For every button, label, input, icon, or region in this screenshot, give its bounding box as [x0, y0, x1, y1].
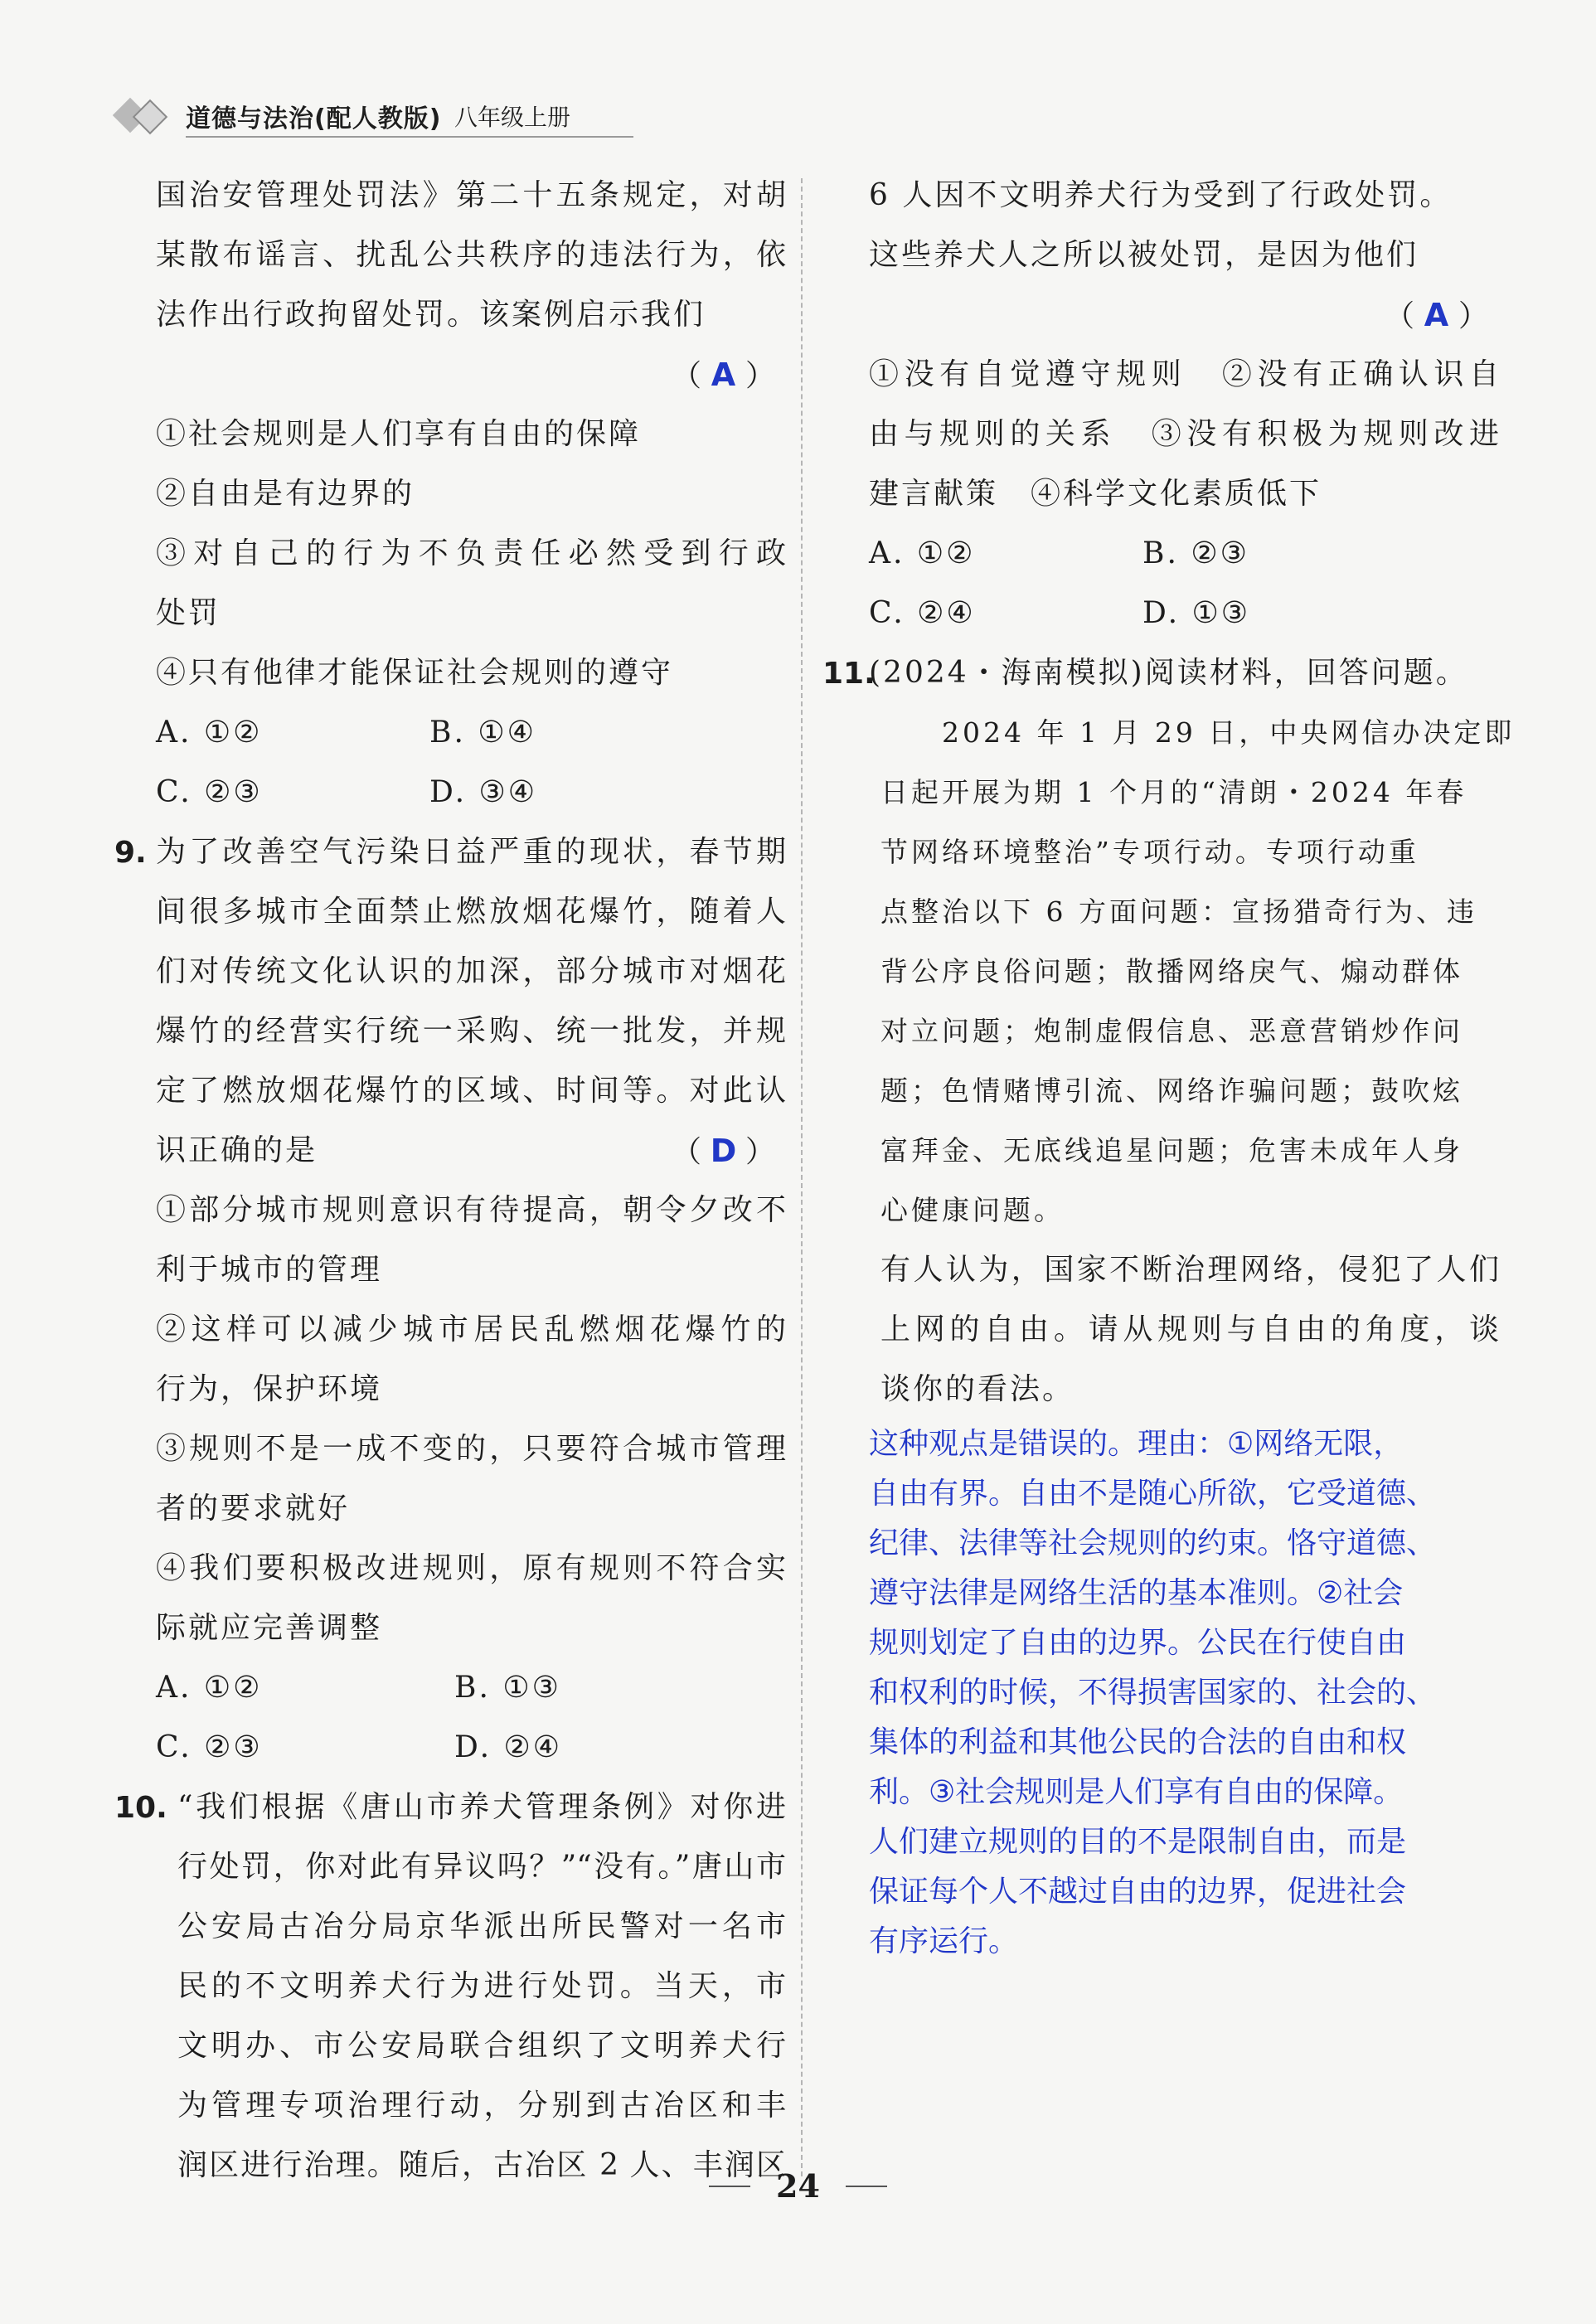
- footer-rule-right: [846, 2186, 887, 2187]
- q9-number: 9.: [114, 836, 147, 870]
- q9-statement: 者的要求就好: [156, 1492, 351, 1526]
- question-11: [822, 643, 1516, 1967]
- q11-answer-line: 人们建立规则的目的不是限制自由，而是: [869, 1825, 1407, 1859]
- q11-answer-line: 集体的利益和其他公民的合法的自由和权: [869, 1725, 1407, 1759]
- q11-material-line: 题；色情赌博引流、网络诈骗问题；鼓吹炫: [880, 1075, 1463, 1107]
- q8-option-a: A. ①②: [156, 716, 263, 750]
- q9-statement: ②这样可以减少城市居民乱燃烟花爆竹的: [156, 1312, 786, 1346]
- q9-stem-line-last: [156, 1121, 786, 1181]
- q10-stem-line: 行处罚，你对此有异议吗？”“没有。”唐山市: [177, 1850, 786, 1884]
- left-column: [114, 166, 786, 2195]
- q10-stem-line: 为管理专项治理行动，分别到古冶区和丰: [177, 2089, 786, 2123]
- q8-answer: A: [711, 357, 739, 393]
- q10-stem-line: 6 人因不文明养犬行为受到了行政处罚。: [869, 178, 1453, 212]
- q11-material-line: 节网络环境整治”专项行动。专项行动重: [880, 836, 1419, 868]
- q8-options-row: [156, 763, 786, 822]
- q8-stem-line: 某散布谣言、扰乱公共秩序的违法行为，依: [156, 238, 786, 272]
- q11-material-line: 点整治以下 6 方面问题：宣扬猎奇行为、违: [880, 895, 1477, 928]
- q9-stem-line: 们对传统文化认识的加深，部分城市对烟花: [156, 954, 786, 988]
- q10-stem-line: 这些养犬人之所以被处罚，是因为他们: [869, 238, 1419, 272]
- q10-option-b: B. ②③: [1142, 536, 1249, 570]
- page-header: [106, 91, 637, 141]
- q11-question-line: 谈你的看法。: [880, 1372, 1075, 1406]
- q10-answer: A: [1424, 297, 1452, 333]
- q8-statement: 处罚: [156, 596, 221, 630]
- q11-answer-line: 遵守法律是网络生活的基本准则。②社会: [869, 1576, 1404, 1610]
- q9-option-d: D. ②④: [454, 1730, 563, 1764]
- q8-options-row: [156, 703, 786, 763]
- q11-answer-line: 有序运行。: [869, 1924, 1019, 1958]
- q9-stem-line: 爆竹的经营实行统一采购、统一批发，并规: [156, 1014, 786, 1048]
- q11-answer-line: 利。③社会规则是人们享有自由的保障。: [869, 1775, 1404, 1809]
- q9-stem-line: 间很多城市全面禁止燃放烟花爆竹，随着人: [156, 895, 786, 929]
- q11-question: [869, 1240, 1499, 1419]
- q9-statement: ③规则不是一成不变的，只要符合城市管理: [156, 1432, 786, 1466]
- page-number: 24: [776, 2167, 820, 2205]
- footer-rule-left: [709, 2186, 750, 2187]
- q9-statement: 利于城市的管理: [156, 1253, 383, 1287]
- q8-option-c: C. ②③: [156, 775, 263, 809]
- q11-material-line: 心健康问题。: [880, 1194, 1065, 1226]
- q10-options-row: [869, 524, 1499, 584]
- q10-statement: ①没有自觉遵守规则 ②没有正确认识自: [869, 357, 1499, 391]
- q8-statement: ①社会规则是人们享有自由的保障: [156, 417, 642, 451]
- q10-options-row: [869, 584, 1499, 643]
- q8-statement: ④只有他律才能保证社会规则的遵守: [156, 656, 674, 690]
- q10-stem-line: 润区进行治理。随后，古冶区 2 人、丰润区: [177, 2148, 786, 2182]
- q11-intro: (2024・海南模拟)阅读材料，回答问题。: [869, 656, 1468, 690]
- q11-answer-line: 这种观点是错误的。理由：①网络无限，: [869, 1427, 1404, 1461]
- q8-option-d: D. ③④: [429, 775, 538, 809]
- q11-material-line: 对立问题；炮制虚假信息、恶意营销炒作问: [880, 1015, 1463, 1047]
- q11-answer-line: 自由有界。自由不是随心所欲，它受道德、: [869, 1477, 1437, 1511]
- header-rule: [186, 136, 633, 138]
- q10-statement: 建言献策 ④科学文化素质低下: [869, 477, 1322, 511]
- q8-answer-row: （ A ）: [156, 345, 786, 405]
- q8-statement: ③对自己的行为不负责任必然受到行政: [156, 536, 786, 570]
- q11-answer-line: 规则划定了自由的边界。公民在行使自由: [869, 1626, 1407, 1660]
- q10-number: 10.: [114, 1791, 167, 1825]
- q9-answer: D: [710, 1133, 740, 1169]
- q11-answer-line: 保证每个人不越过自由的边界，促进社会: [869, 1875, 1407, 1909]
- q11-answer: [869, 1419, 1499, 1967]
- q11-material: [869, 703, 1516, 1240]
- q10-stem-line: 公安局古冶分局京华派出所民警对一名市: [177, 1909, 786, 1943]
- q9-statement: 际就应完善调整: [156, 1611, 383, 1645]
- column-divider: [801, 178, 803, 2176]
- q10-stem-line: 民的不文明养犬行为进行处罚。当天，市: [177, 1969, 786, 2003]
- q11-question-line: 有人认为，国家不断治理网络，侵犯了人们: [880, 1253, 1499, 1287]
- q8-stem-line: 国治安管理处罚法》第二十五条规定，对胡: [156, 178, 786, 212]
- q11-material-line: 日起开展为期 1 个月的“清朗・2024 年春: [880, 776, 1467, 808]
- q9-stem-text: 识正确的是: [156, 1133, 318, 1167]
- q11-answer-line: 纪律、法律等社会规则的约束。恪守道德、: [869, 1526, 1437, 1560]
- q11-answer-line: 和权利的时候，不得损害国家的、社会的、: [869, 1676, 1437, 1710]
- q9-statement: 行为，保护环境: [156, 1372, 383, 1406]
- q8-option-b: B. ①④: [429, 716, 536, 750]
- q10-stem-line: “我们根据《唐山市养犬管理条例》对你进: [177, 1790, 786, 1824]
- right-column: [822, 166, 1516, 1967]
- q10-statement: 由与规则的关系 ③没有积极为规则改进: [869, 417, 1499, 451]
- q9-stem-line: 定了燃放烟花爆竹的区域、时间等。对此认: [156, 1074, 786, 1108]
- q11-material-line: 2024 年 1 月 29 日，中央网信办决定即: [880, 716, 1516, 749]
- q11-number: 11.: [822, 657, 876, 691]
- q9-option-b: B. ①③: [454, 1671, 561, 1705]
- q9-option-a: A. ①②: [156, 1671, 263, 1705]
- q10-stem-line: 文明办、市公安局联合组织了文明养犬行: [177, 2029, 786, 2063]
- q9-statement: ④我们要积极改进规则，原有规则不符合实: [156, 1551, 786, 1585]
- book-title: 道德与法治(配人教版): [186, 104, 442, 133]
- q8-statement: ②自由是有边界的: [156, 477, 415, 511]
- q9-answer-bracket: （ D ）: [672, 1121, 778, 1182]
- question-10: [114, 1778, 786, 2195]
- q10-option-d: D. ①③: [1142, 596, 1251, 630]
- q9-option-c: C. ②③: [156, 1730, 263, 1764]
- q9-options-row: [156, 1718, 786, 1778]
- q10-answer-row: （ A ）: [869, 285, 1499, 345]
- q8-stem-line: 法作出行政拘留处罚。该案例启示我们: [156, 298, 706, 332]
- q9-stem-line: 为了改善空气污染日益严重的现状，春节期: [156, 835, 786, 869]
- q10-option-a: A. ①②: [869, 536, 976, 570]
- q9-statement: ①部分城市规则意识有待提高，朝令夕改不: [156, 1193, 786, 1227]
- q11-material-line: 背公序良俗问题；散播网络戾气、煽动群体: [880, 955, 1463, 987]
- q10-option-c: C. ②④: [869, 596, 976, 630]
- page-footer: [0, 2167, 1596, 2205]
- question-9: [114, 822, 786, 1778]
- q11-question-line: 上网的自由。请从规则与自由的角度，谈: [880, 1312, 1499, 1346]
- q11-material-line: 富拜金、无底线追星问题；危害未成年人身: [880, 1134, 1463, 1167]
- grade-label: 八年级上册: [454, 104, 571, 131]
- q9-options-row: [156, 1658, 786, 1718]
